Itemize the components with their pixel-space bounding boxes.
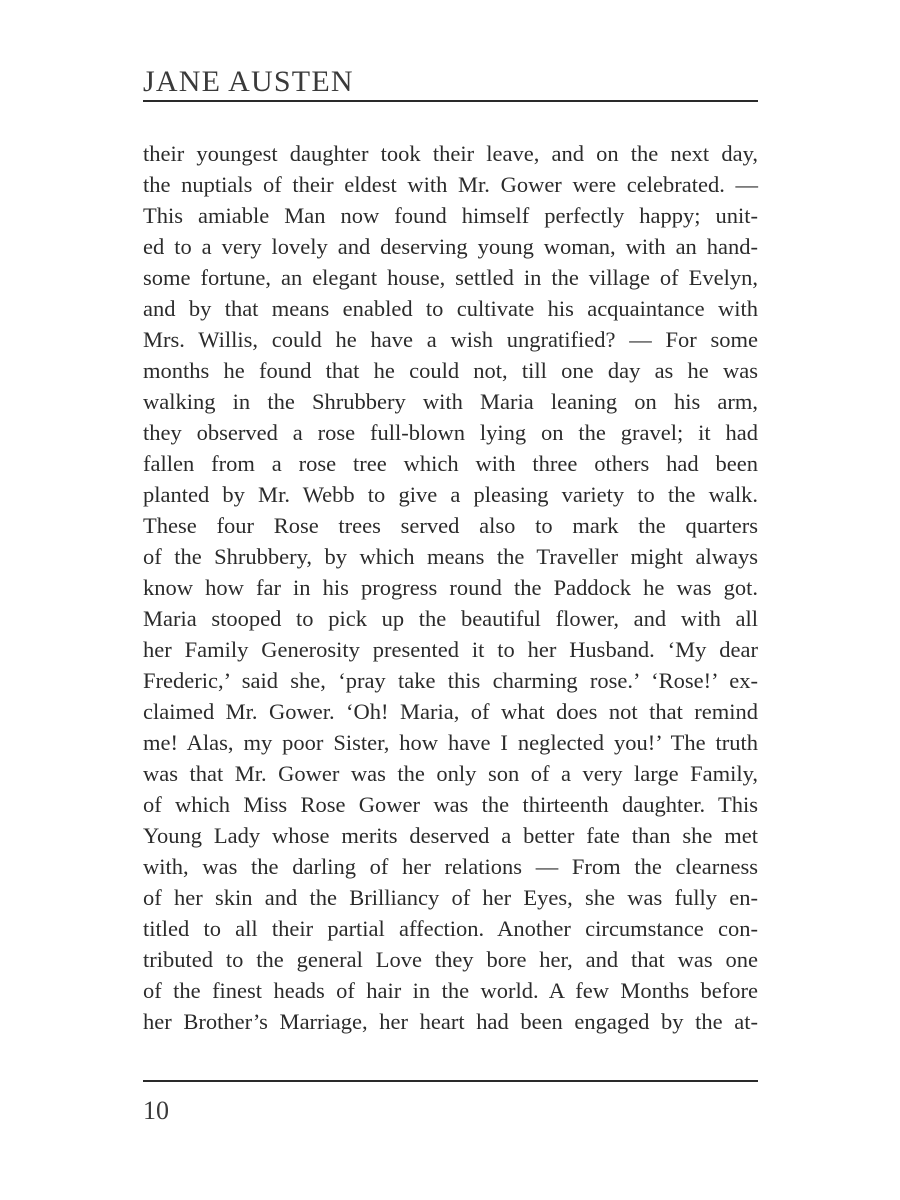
text-line: know how far in his progress round the Paddock he was got.: [143, 575, 758, 600]
text-line: of the finest heads of hair in the world. A few Months before: [143, 978, 758, 1003]
text-line: walking in the Shrubbery with Maria leaning on his arm,: [143, 389, 758, 414]
body-text: [143, 138, 758, 1037]
text-line: me! Alas, my poor Sister, how have I neglected you!’ The truth: [143, 730, 758, 755]
text-line: of the Shrubbery, by which means the Traveller might always: [143, 544, 758, 569]
running-head: JANE AUSTEN: [143, 65, 354, 98]
text-line: of which Miss Rose Gower was the thirteenth daughter. This: [143, 792, 758, 817]
text-line: tributed to the general Love they bore her, and that was one: [143, 947, 758, 972]
text-line: claimed Mr. Gower. ‘Oh! Maria, of what does not that remind: [143, 699, 758, 724]
text-line: with, was the darling of her relations — From the clearness: [143, 854, 758, 879]
text-line: This amiable Man now found himself perfectly happy; unit-: [143, 203, 758, 228]
text-line: of her skin and the Brilliancy of her Eyes, she was fully en-: [143, 885, 758, 910]
text-line: ed to a very lovely and deserving young woman, with an hand-: [143, 234, 758, 259]
text-line: her Brother’s Marriage, her heart had been engaged by the at-: [143, 1009, 758, 1034]
text-line: planted by Mr. Webb to give a pleasing variety to the walk.: [143, 482, 758, 507]
text-line: Mrs. Willis, could he have a wish ungratified? — For some: [143, 327, 758, 352]
text-line: they observed a rose full-blown lying on the gravel; it had: [143, 420, 758, 445]
text-line: Maria stooped to pick up the beautiful flower, and with all: [143, 606, 758, 631]
text-line: her Family Generosity presented it to her Husband. ‘My dear: [143, 637, 758, 662]
text-line: Frederic,’ said she, ‘pray take this charming rose.’ ‘Rose!’ ex-: [143, 668, 758, 693]
text-line: and by that means enabled to cultivate his acquaintance with: [143, 296, 758, 321]
text-line: fallen from a rose tree which with three others had been: [143, 451, 758, 476]
text-line: their youngest daughter took their leave, and on the next day,: [143, 141, 758, 166]
page-number: 10: [143, 1096, 169, 1125]
text-line: Young Lady whose merits deserved a better fate than she met: [143, 823, 758, 848]
text-line: was that Mr. Gower was the only son of a very large Family,: [143, 761, 758, 786]
header-rule: [143, 100, 758, 102]
text-line: These four Rose trees served also to mark the quarters: [143, 513, 758, 538]
text-line: some fortune, an elegant house, settled in the village of Evelyn,: [143, 265, 758, 290]
footer-rule: [143, 1080, 758, 1082]
text-line: months he found that he could not, till one day as he was: [143, 358, 758, 383]
text-line: the nuptials of their eldest with Mr. Gower were celebrated. —: [143, 172, 758, 197]
text-line: titled to all their partial affection. Another circumstance con-: [143, 916, 758, 941]
